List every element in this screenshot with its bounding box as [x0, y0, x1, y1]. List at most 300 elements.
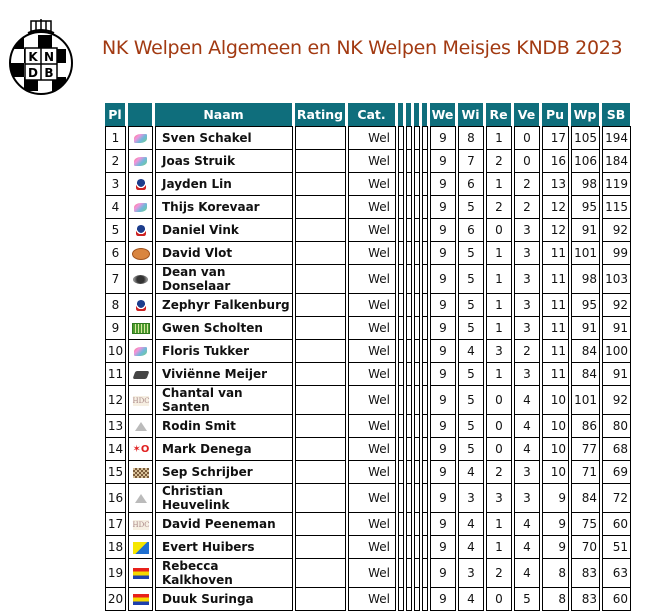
draws: 1 [486, 126, 512, 150]
empty-cell [398, 588, 404, 611]
empty-cell [422, 126, 428, 150]
games-played: 9 [430, 559, 456, 588]
sonneborn-berger: 69 [602, 461, 631, 484]
losses: 4 [514, 386, 540, 415]
player-name: Sven Schakel [155, 126, 293, 150]
player-category: Wel [348, 363, 396, 386]
losses: 0 [514, 150, 540, 173]
col-header-naam: Naam [155, 103, 293, 126]
page-title: NK Welpen Algemeen en NK Welpen Meisjes KNDB 2023 [102, 37, 623, 59]
col-header-re: Re [486, 103, 512, 126]
empty-cell [414, 559, 420, 588]
points: 11 [542, 317, 569, 340]
empty-cell [422, 265, 428, 294]
draws: 2 [486, 196, 512, 219]
club-icon [128, 126, 153, 150]
draws: 0 [486, 386, 512, 415]
player-rating [295, 559, 346, 588]
club-icon [128, 242, 153, 265]
player-rating [295, 415, 346, 438]
points: 13 [542, 173, 569, 196]
draws: 3 [486, 484, 512, 513]
draws: 1 [486, 242, 512, 265]
club-hat-icon [133, 275, 148, 284]
sonneborn-berger: 103 [602, 265, 631, 294]
player-place: 10 [105, 340, 126, 363]
empty-cell [406, 461, 412, 484]
empty-cell [398, 126, 404, 150]
empty-cell [414, 294, 420, 317]
wins: 4 [458, 588, 484, 611]
player-name: Sep Schrijber [155, 461, 293, 484]
club-sparkle-icon [134, 134, 147, 143]
player-rating [295, 536, 346, 559]
empty-cell [406, 484, 412, 513]
player-name: Viviënne Meijer [155, 363, 293, 386]
points: 17 [542, 126, 569, 150]
player-place: 16 [105, 484, 126, 513]
empty-cell [398, 219, 404, 242]
empty-cell [406, 150, 412, 173]
games-played: 9 [430, 415, 456, 438]
losses: 2 [514, 173, 540, 196]
table-row [105, 386, 631, 415]
empty-cell [406, 242, 412, 265]
club-hdc-icon: HDC [132, 520, 150, 529]
empty-cell [422, 294, 428, 317]
col-header-rating: Rating [295, 103, 346, 126]
empty-cell [414, 513, 420, 536]
wins: 6 [458, 219, 484, 242]
col-header-pl: Pl [105, 103, 126, 126]
sonneborn-berger: 119 [602, 173, 631, 196]
col-header-empty-3 [414, 103, 420, 126]
games-played: 9 [430, 513, 456, 536]
player-category: Wel [348, 536, 396, 559]
player-name: Rebecca Kalkhoven [155, 559, 293, 588]
player-rating [295, 219, 346, 242]
sonneborn-berger: 51 [602, 536, 631, 559]
player-place: 1 [105, 126, 126, 150]
table-row [105, 588, 631, 611]
table-row [105, 126, 631, 150]
col-header-we: We [430, 103, 456, 126]
draws: 1 [486, 317, 512, 340]
empty-cell [406, 513, 412, 536]
wins: 4 [458, 461, 484, 484]
losses: 3 [514, 461, 540, 484]
points: 10 [542, 415, 569, 438]
empty-cell [414, 196, 420, 219]
empty-cell [422, 559, 428, 588]
player-place: 11 [105, 363, 126, 386]
table-row [105, 219, 631, 242]
empty-cell [422, 173, 428, 196]
player-category: Wel [348, 265, 396, 294]
empty-cell [406, 588, 412, 611]
player-name: Christian Heuvelink [155, 484, 293, 513]
empty-cell [406, 340, 412, 363]
points: 10 [542, 438, 569, 461]
player-category: Wel [348, 461, 396, 484]
draws: 1 [486, 513, 512, 536]
player-place: 13 [105, 415, 126, 438]
weerstandspunten: 98 [571, 265, 600, 294]
empty-cell [406, 294, 412, 317]
losses: 4 [514, 415, 540, 438]
weerstandspunten: 95 [571, 196, 600, 219]
empty-cell [414, 265, 420, 294]
player-name: Jayden Lin [155, 173, 293, 196]
player-rating [295, 317, 346, 340]
player-place: 17 [105, 513, 126, 536]
sonneborn-berger: 184 [602, 150, 631, 173]
club-icon [128, 173, 153, 196]
empty-cell [414, 484, 420, 513]
empty-cell [398, 317, 404, 340]
empty-cell [398, 559, 404, 588]
player-place: 3 [105, 173, 126, 196]
points: 11 [542, 340, 569, 363]
wins: 5 [458, 265, 484, 294]
club-tri-icon [135, 422, 147, 431]
player-place: 9 [105, 317, 126, 340]
empty-cell [406, 363, 412, 386]
empty-cell [414, 126, 420, 150]
player-name: David Vlot [155, 242, 293, 265]
losses: 5 [514, 588, 540, 611]
club-diamond-icon [132, 371, 149, 379]
empty-cell [414, 173, 420, 196]
empty-cell [398, 536, 404, 559]
player-place: 2 [105, 150, 126, 173]
games-played: 9 [430, 340, 456, 363]
col-header-ve: Ve [514, 103, 540, 126]
player-place: 6 [105, 242, 126, 265]
empty-cell [398, 513, 404, 536]
svg-text:D: D [28, 66, 38, 80]
player-category: Wel [348, 219, 396, 242]
club-icon [128, 196, 153, 219]
player-name: Thijs Korevaar [155, 196, 293, 219]
sonneborn-berger: 60 [602, 513, 631, 536]
games-played: 9 [430, 461, 456, 484]
weerstandspunten: 106 [571, 150, 600, 173]
empty-cell [398, 484, 404, 513]
col-header-empty-1 [398, 103, 404, 126]
player-rating [295, 196, 346, 219]
player-category: Wel [348, 559, 396, 588]
games-played: 9 [430, 265, 456, 294]
player-category: Wel [348, 438, 396, 461]
club-icon [128, 265, 153, 294]
points: 12 [542, 196, 569, 219]
empty-cell [422, 317, 428, 340]
player-category: Wel [348, 340, 396, 363]
empty-cell [414, 588, 420, 611]
draws: 2 [486, 559, 512, 588]
empty-cell [398, 461, 404, 484]
player-category: Wel [348, 513, 396, 536]
wins: 4 [458, 340, 484, 363]
col-header-empty-4 [422, 103, 428, 126]
player-rating [295, 513, 346, 536]
table-row [105, 484, 631, 513]
table-row [105, 150, 631, 173]
draws: 1 [486, 265, 512, 294]
player-place: 12 [105, 386, 126, 415]
points: 10 [542, 386, 569, 415]
weerstandspunten: 105 [571, 126, 600, 150]
table-row [105, 415, 631, 438]
games-played: 9 [430, 219, 456, 242]
games-played: 9 [430, 588, 456, 611]
club-icon [128, 150, 153, 173]
points: 12 [542, 219, 569, 242]
wins: 4 [458, 536, 484, 559]
empty-cell [422, 415, 428, 438]
weerstandspunten: 98 [571, 173, 600, 196]
losses: 4 [514, 438, 540, 461]
player-category: Wel [348, 317, 396, 340]
kndb-logo [6, 17, 76, 97]
empty-cell [398, 294, 404, 317]
player-rating [295, 484, 346, 513]
player-rating [295, 242, 346, 265]
draws: 1 [486, 294, 512, 317]
club-checker-icon [133, 468, 149, 478]
empty-cell [406, 196, 412, 219]
club-icon [128, 484, 153, 513]
weerstandspunten: 91 [571, 219, 600, 242]
points: 11 [542, 363, 569, 386]
empty-cell [398, 386, 404, 415]
games-played: 9 [430, 386, 456, 415]
points: 11 [542, 294, 569, 317]
col-header-wp: Wp [571, 103, 600, 126]
empty-cell [414, 386, 420, 415]
empty-cell [406, 559, 412, 588]
wins: 8 [458, 126, 484, 150]
player-rating [295, 173, 346, 196]
empty-cell [414, 150, 420, 173]
col-header-cat: Cat. [348, 103, 396, 126]
losses: 4 [514, 536, 540, 559]
empty-cell [422, 386, 428, 415]
club-icon [128, 219, 153, 242]
club-green-icon [132, 323, 150, 334]
empty-cell [414, 242, 420, 265]
player-category: Wel [348, 484, 396, 513]
player-rating [295, 363, 346, 386]
empty-cell [406, 173, 412, 196]
empty-cell [398, 438, 404, 461]
col-header-empty-2 [406, 103, 412, 126]
player-rating [295, 294, 346, 317]
weerstandspunten: 84 [571, 340, 600, 363]
table-row [105, 438, 631, 461]
empty-cell [406, 415, 412, 438]
wins: 5 [458, 438, 484, 461]
sonneborn-berger: 91 [602, 317, 631, 340]
weerstandspunten: 101 [571, 386, 600, 415]
player-category: Wel [348, 588, 396, 611]
player-place: 4 [105, 196, 126, 219]
standings-table [103, 103, 633, 611]
wins: 5 [458, 386, 484, 415]
empty-cell [414, 461, 420, 484]
club-sparkle-icon [134, 203, 147, 212]
col-header-club [128, 103, 153, 126]
empty-cell [406, 386, 412, 415]
table-row [105, 363, 631, 386]
empty-cell [398, 150, 404, 173]
club-icon [128, 536, 153, 559]
player-name: Chantal van Santen [155, 386, 293, 415]
player-place: 14 [105, 438, 126, 461]
games-played: 9 [430, 536, 456, 559]
club-pawn-icon [136, 179, 146, 190]
player-name: Duuk Suringa [155, 588, 293, 611]
club-icon [128, 415, 153, 438]
club-sparkle-icon [134, 157, 147, 166]
empty-cell [398, 242, 404, 265]
player-name: Zephyr Falkenburg [155, 294, 293, 317]
club-xo-icon: ✶O [132, 443, 150, 455]
sonneborn-berger: 72 [602, 484, 631, 513]
player-name: Mark Denega [155, 438, 293, 461]
games-played: 9 [430, 196, 456, 219]
player-rating [295, 340, 346, 363]
player-place: 7 [105, 265, 126, 294]
empty-cell [422, 363, 428, 386]
weerstandspunten: 91 [571, 317, 600, 340]
draws: 1 [486, 363, 512, 386]
weerstandspunten: 101 [571, 242, 600, 265]
empty-cell [414, 363, 420, 386]
sonneborn-berger: 194 [602, 126, 631, 150]
points: 9 [542, 484, 569, 513]
table-row [105, 265, 631, 294]
club-icon [128, 317, 153, 340]
player-name: Daniel Vink [155, 219, 293, 242]
wins: 5 [458, 196, 484, 219]
empty-cell [398, 173, 404, 196]
empty-cell [422, 461, 428, 484]
col-header-wi: Wi [458, 103, 484, 126]
empty-cell [422, 196, 428, 219]
player-category: Wel [348, 242, 396, 265]
points: 9 [542, 536, 569, 559]
player-place: 20 [105, 588, 126, 611]
weerstandspunten: 71 [571, 461, 600, 484]
sonneborn-berger: 99 [602, 242, 631, 265]
table-row [105, 461, 631, 484]
draws: 3 [486, 340, 512, 363]
club-hdc-icon: HDC [132, 396, 150, 405]
svg-text:B: B [44, 66, 54, 80]
games-played: 9 [430, 242, 456, 265]
losses: 3 [514, 242, 540, 265]
wins: 5 [458, 415, 484, 438]
empty-cell [398, 340, 404, 363]
points: 16 [542, 150, 569, 173]
club-icon [128, 294, 153, 317]
sonneborn-berger: 91 [602, 363, 631, 386]
games-played: 9 [430, 294, 456, 317]
player-rating [295, 461, 346, 484]
club-icon [128, 588, 153, 611]
table-row [105, 196, 631, 219]
club-dvs-icon [132, 248, 150, 260]
wins: 5 [458, 363, 484, 386]
losses: 3 [514, 363, 540, 386]
empty-cell [414, 219, 420, 242]
points: 11 [542, 242, 569, 265]
sonneborn-berger: 92 [602, 294, 631, 317]
weerstandspunten: 83 [571, 588, 600, 611]
empty-cell [398, 415, 404, 438]
empty-cell [422, 536, 428, 559]
empty-cell [422, 513, 428, 536]
crown-icon [28, 19, 54, 33]
losses: 4 [514, 513, 540, 536]
wins: 5 [458, 294, 484, 317]
empty-cell [422, 438, 428, 461]
player-rating [295, 386, 346, 415]
points: 11 [542, 265, 569, 294]
wins: 5 [458, 317, 484, 340]
games-played: 9 [430, 173, 456, 196]
empty-cell [414, 438, 420, 461]
club-icon [128, 461, 153, 484]
losses: 3 [514, 265, 540, 294]
points: 8 [542, 588, 569, 611]
club-icon [128, 386, 153, 415]
table-row [105, 317, 631, 340]
player-category: Wel [348, 294, 396, 317]
player-rating [295, 438, 346, 461]
player-category: Wel [348, 173, 396, 196]
empty-cell [422, 340, 428, 363]
empty-cell [422, 242, 428, 265]
player-category: Wel [348, 196, 396, 219]
losses: 2 [514, 196, 540, 219]
player-name: Rodin Smit [155, 415, 293, 438]
table-row [105, 242, 631, 265]
empty-cell [406, 317, 412, 340]
player-rating [295, 150, 346, 173]
draws: 0 [486, 415, 512, 438]
draws: 1 [486, 536, 512, 559]
games-played: 9 [430, 126, 456, 150]
draws: 0 [486, 219, 512, 242]
table-row [105, 559, 631, 588]
sonneborn-berger: 92 [602, 386, 631, 415]
empty-cell [422, 219, 428, 242]
empty-cell [414, 340, 420, 363]
empty-cell [398, 265, 404, 294]
points: 8 [542, 559, 569, 588]
player-name: Evert Huibers [155, 536, 293, 559]
draws: 1 [486, 173, 512, 196]
club-icon [128, 363, 153, 386]
games-played: 9 [430, 363, 456, 386]
player-place: 15 [105, 461, 126, 484]
losses: 2 [514, 340, 540, 363]
club-flagyb-icon [133, 542, 149, 554]
sonneborn-berger: 63 [602, 559, 631, 588]
